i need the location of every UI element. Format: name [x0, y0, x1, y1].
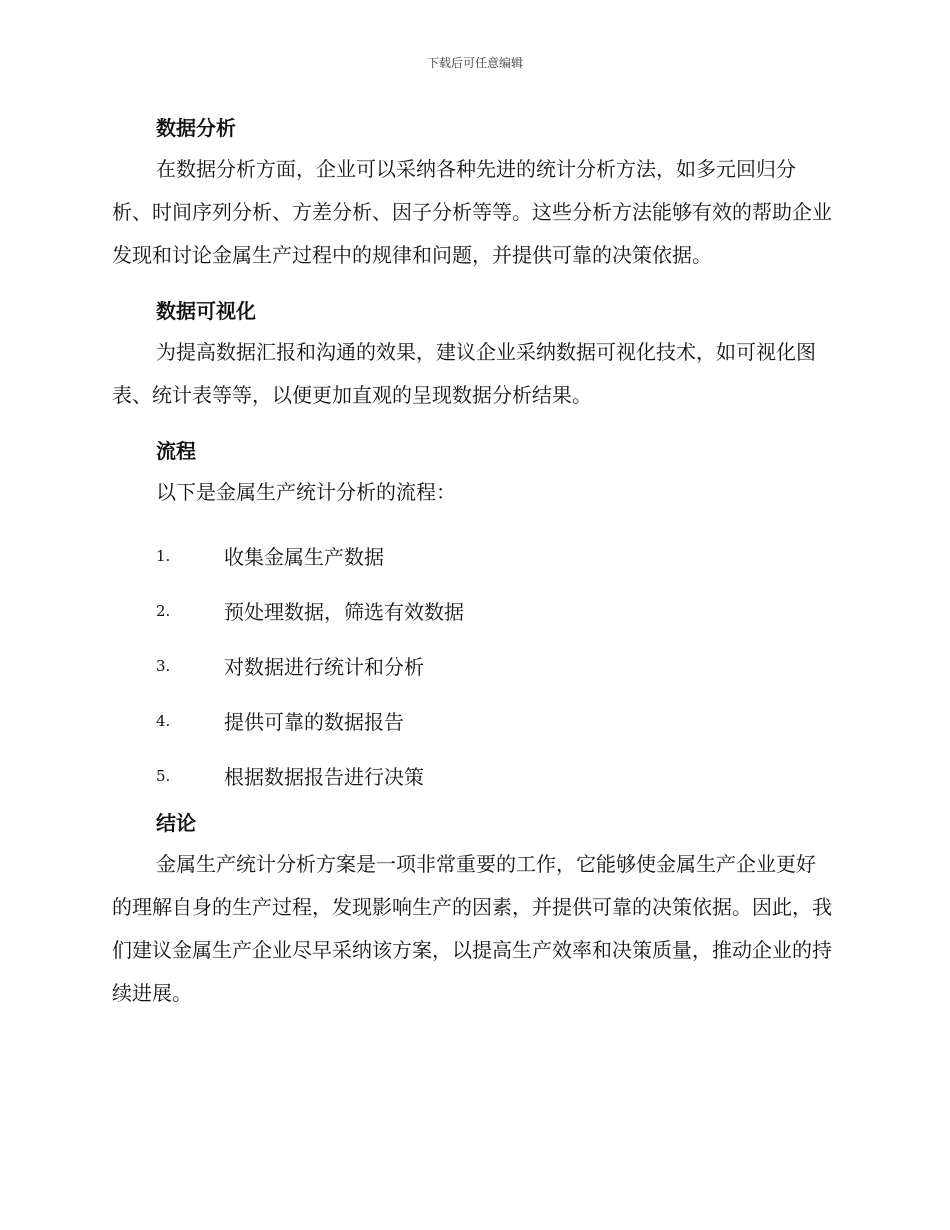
section-heading: 结论 — [156, 811, 196, 835]
step-number: 1. — [156, 546, 171, 565]
list-item — [112, 693, 832, 748]
step-text: 收集金属生产数据 — [224, 545, 384, 569]
page-header-note: 下载后可任意编辑 — [426, 56, 523, 70]
step-text: 提供可靠的数据报告 — [224, 710, 404, 734]
section-conclusion — [112, 803, 832, 1015]
process-step-list — [112, 528, 832, 803]
step-number: 3. — [156, 656, 171, 675]
step-text: 预处理数据，筛选有效数据 — [224, 600, 464, 624]
list-item — [112, 748, 832, 803]
step-number: 5. — [156, 766, 171, 785]
step-text: 对数据进行统计和分析 — [224, 655, 424, 679]
section-paragraph: 金属生产统计分析方案是一项非常重要的工作，它能够使金属生产企业更好的理解自身的生产过程，发现影响生产的因素，并提供可靠的决策依据。因此，我们建议金属生产企业尽早采纳该方案，以提高生产效率和决策质量，推动企业的持续进展。 — [112, 852, 832, 1005]
step-number: 4. — [156, 711, 171, 730]
section-heading: 数据可视化 — [156, 299, 256, 323]
section-process — [112, 431, 832, 803]
list-item — [112, 583, 832, 638]
section-data-analysis — [112, 108, 832, 277]
list-item — [112, 638, 832, 693]
step-text: 根据数据报告进行决策 — [224, 765, 424, 789]
document-body — [112, 108, 832, 1015]
section-heading: 流程 — [156, 439, 196, 463]
section-paragraph: 以下是金属生产统计分析的流程： — [156, 480, 456, 504]
step-number: 2. — [156, 601, 171, 620]
section-data-visualization — [112, 291, 832, 417]
section-heading: 数据分析 — [156, 116, 236, 140]
section-paragraph: 为提高数据汇报和沟通的效果，建议企业采纳数据可视化技术，如可视化图表、统计表等等，以便更加直观的呈现数据分析结果。 — [112, 340, 816, 407]
list-item — [112, 528, 832, 583]
section-paragraph: 在数据分析方面，企业可以采纳各种先进的统计分析方法，如多元回归分析、时间序列分析、方差分析、因子分析等等。这些分析方法能够有效的帮助企业发现和讨论金属生产过程中的规律和问题，并提供可靠的决策依据。 — [112, 157, 832, 267]
